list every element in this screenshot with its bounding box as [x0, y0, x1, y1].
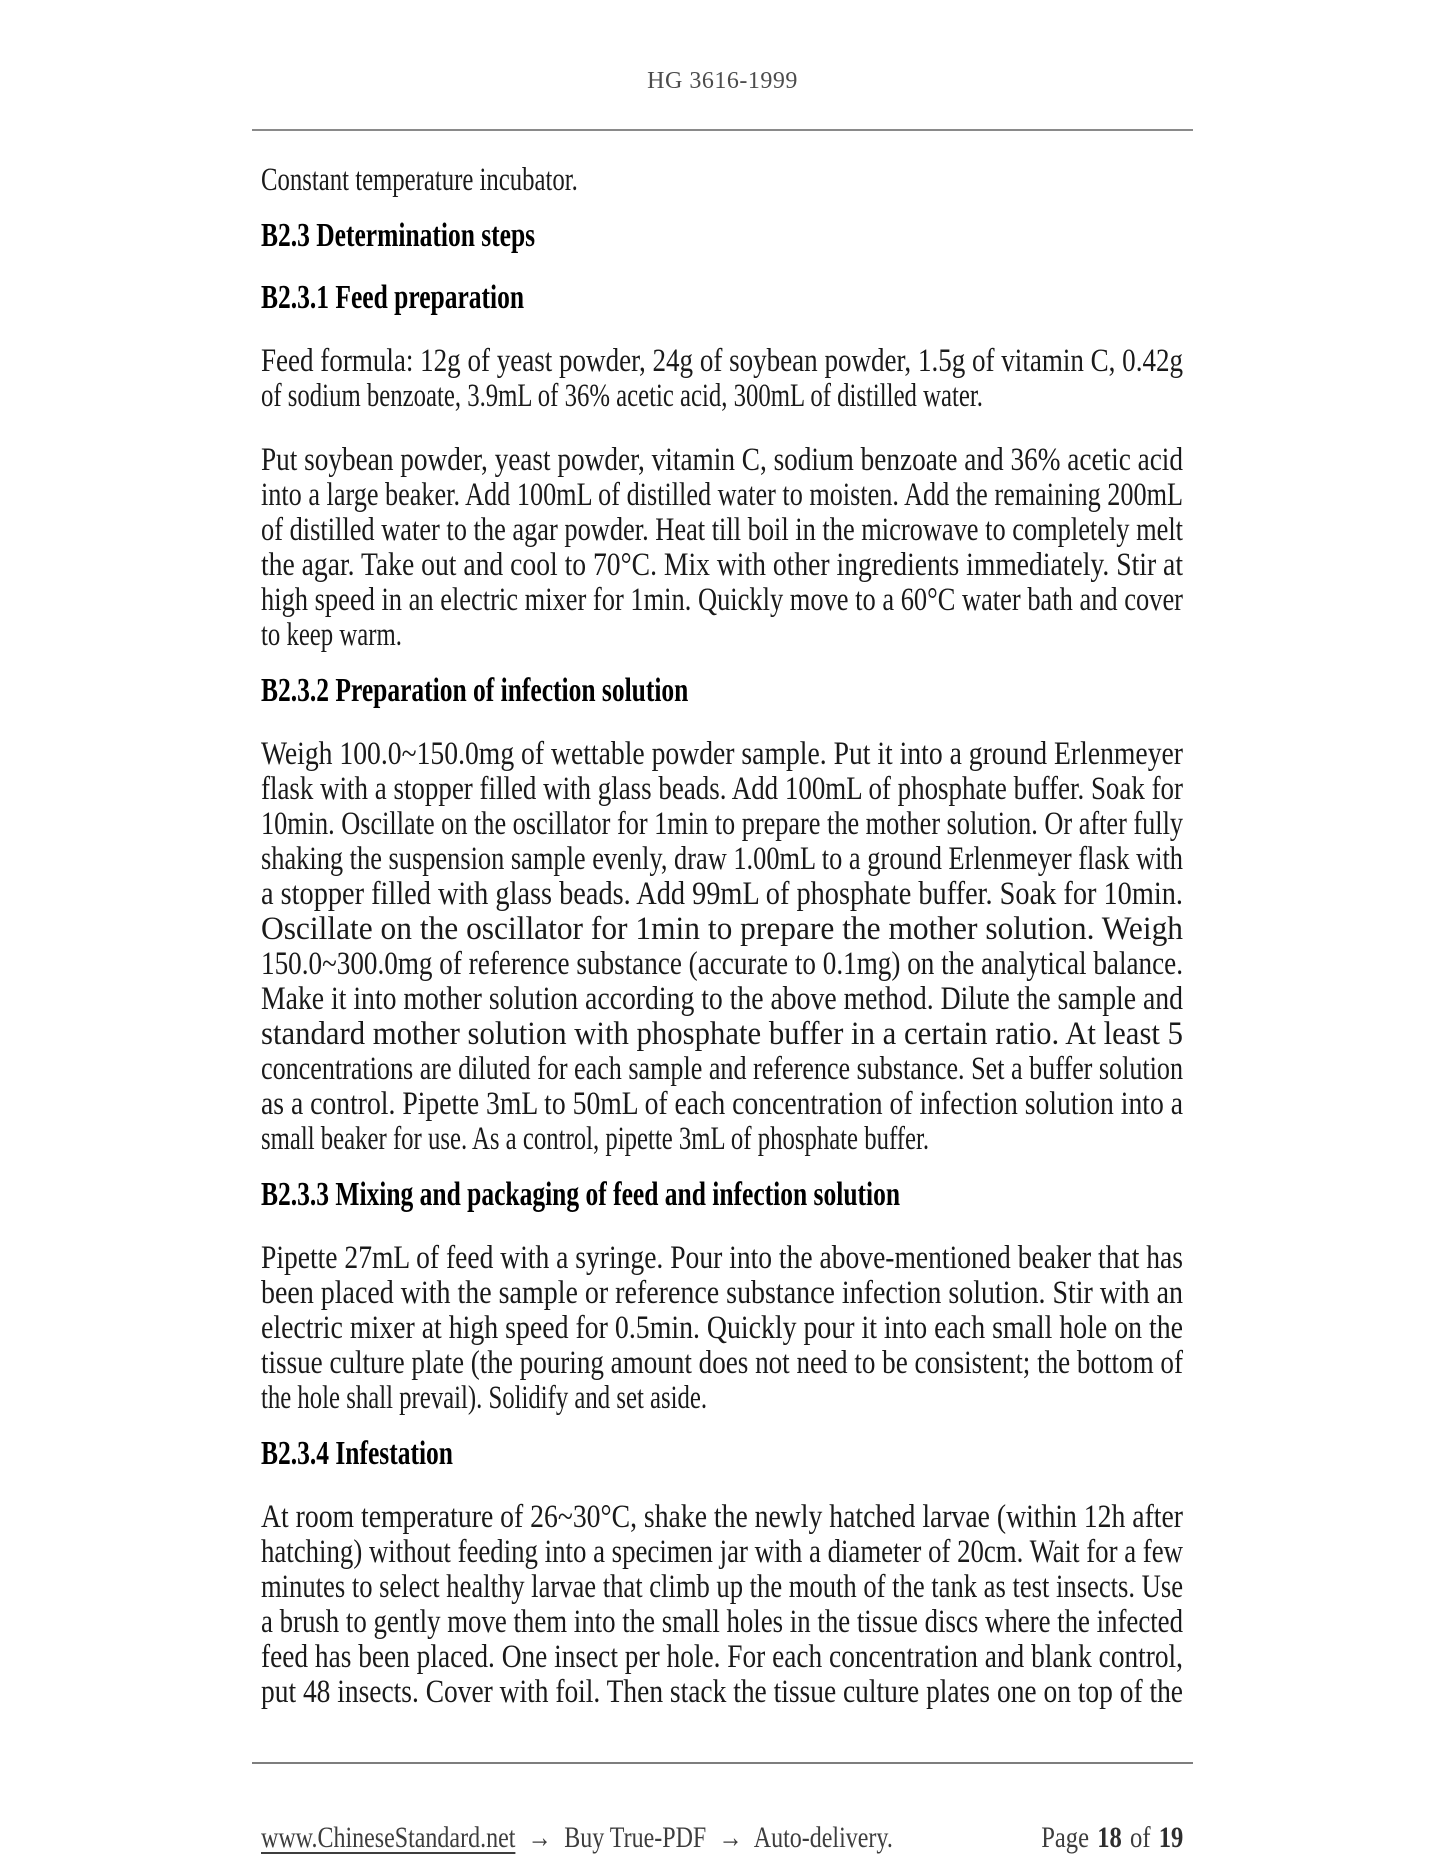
auto-delivery-label: Auto-delivery.	[753, 1821, 893, 1854]
line-text: At room temperature of 26~30°C, shake the newly hatched larvae (within 12h after	[261, 1499, 1183, 1535]
line-text: shaking the suspension sample evenly, draw 1.00mL to a ground Erlenmeyer flask with	[261, 841, 1183, 877]
text-line	[261, 807, 1183, 842]
page-word: Page	[1040, 1821, 1089, 1854]
line-text: Weigh 100.0~150.0mg of wettable powder sample. Put it into a ground Erlenmeyer	[261, 736, 1183, 772]
paragraph	[261, 443, 1183, 653]
line-text: of distilled water to the agar powder. Heat till boil in the microwave to completely melt	[261, 512, 1183, 548]
text-line	[261, 912, 1183, 947]
text-line	[261, 1381, 1183, 1416]
text-line	[261, 1052, 1183, 1087]
line-text: flask with a stopper filled with glass beads. Add 100mL of phosphate buffer. Soak for	[261, 771, 1183, 807]
text-line	[261, 877, 1183, 912]
line-text: Oscillate on the oscillator for 1min to prepare the mother solution. Weigh	[261, 911, 1183, 947]
footer-rule	[252, 1762, 1193, 1764]
page-current: 18	[1096, 1821, 1122, 1854]
line-text: standard mother solution with phosphate buffer in a certain ratio. At least 5	[261, 1016, 1183, 1052]
text-line	[261, 1017, 1183, 1052]
paragraph	[261, 1241, 1183, 1416]
line-text: Make it into mother solution according to the above method. Dilute the sample and	[261, 981, 1183, 1017]
line-text: been placed with the sample or reference substance infection solution. Stir with an	[261, 1275, 1183, 1311]
text-line	[261, 1311, 1183, 1346]
paragraph	[261, 1500, 1183, 1710]
heading-text: B2.3.4 Infestation	[261, 1435, 453, 1472]
heading-text: B2.3.3 Mixing and packaging of feed and infection solution	[261, 1176, 901, 1213]
text-line	[261, 1241, 1183, 1276]
text-line	[261, 583, 1183, 618]
line-text: 10min. Oscillate on the oscillator for 1min to prepare the mother solution. Or after fully	[261, 806, 1183, 842]
text-line	[261, 1087, 1183, 1122]
text-line	[261, 1640, 1183, 1675]
right-arrow-icon: →	[527, 1821, 552, 1854]
text-line	[261, 1570, 1183, 1605]
line-text: a stopper filled with glass beads. Add 99mL of phosphate buffer. Soak for 10min.	[261, 876, 1183, 912]
section-heading	[261, 218, 1183, 253]
page-indicator	[1010, 1818, 1183, 1858]
text-line	[261, 1535, 1183, 1570]
text-line	[261, 344, 1183, 379]
heading-line	[261, 280, 1183, 315]
line-text: hatching) without feeding into a specimen jar with a diameter of 20cm. Wait for a few	[261, 1534, 1183, 1570]
page-indicator-text	[1041, 1818, 1183, 1858]
line-text: feed has been placed. One insect per hole. For each concentration and blank control,	[261, 1639, 1183, 1675]
heading-line	[261, 673, 1183, 708]
text-line	[261, 513, 1183, 548]
of-word: of	[1129, 1821, 1151, 1854]
line-text: small beaker for use. As a control, pipette 3mL of phosphate buffer.	[261, 1121, 930, 1157]
section-heading	[261, 280, 1183, 315]
text-line	[261, 1346, 1183, 1381]
footer-left-text	[261, 1818, 893, 1858]
line-text: into a large beaker. Add 100mL of distilled water to moisten. Add the remaining 200mL	[261, 477, 1183, 513]
line-text: put 48 insects. Cover with foil. Then stack the tissue culture plates one on top of the	[261, 1674, 1183, 1710]
text-line	[261, 842, 1183, 877]
text-line	[261, 1605, 1183, 1640]
text-line	[261, 163, 1183, 198]
line-text: to keep warm.	[261, 617, 402, 653]
document-body	[261, 0, 1183, 1710]
line-text: Put soybean powder, yeast powder, vitamin C, sodium benzoate and 36% acetic acid	[261, 442, 1183, 478]
section-heading	[261, 1177, 1183, 1212]
line-text: Constant temperature incubator.	[261, 162, 578, 198]
line-text: of sodium benzoate, 3.9mL of 36% acetic acid, 300mL of distilled water.	[261, 378, 983, 414]
line-text: minutes to select healthy larvae that climb up the mouth of the tank as test insects. Use	[261, 1569, 1183, 1605]
line-text: the hole shall prevail). Solidify and set aside.	[261, 1380, 708, 1416]
line-text: electric mixer at high speed for 0.5min. Quickly pour it into each small hole on the	[261, 1310, 1183, 1346]
text-line	[261, 548, 1183, 583]
right-arrow-icon: →	[718, 1821, 743, 1854]
line-text: tissue culture plate (the pouring amount does not need to be consistent; the bottom of	[261, 1345, 1183, 1381]
section-heading	[261, 1436, 1183, 1471]
section-heading	[261, 673, 1183, 708]
text-line	[261, 618, 1183, 653]
text-line	[261, 737, 1183, 772]
line-text: Pipette 27mL of feed with a syringe. Pour into the above-mentioned beaker that has	[261, 1240, 1183, 1276]
paragraph	[261, 737, 1183, 1157]
site-link[interactable]: www.ChineseStandard.net	[261, 1821, 516, 1854]
page-total: 19	[1158, 1821, 1183, 1854]
text-line	[261, 1675, 1183, 1710]
buy-true-pdf-label: Buy True-PDF	[564, 1821, 707, 1854]
text-line	[261, 1122, 1183, 1157]
text-line	[261, 947, 1183, 982]
footer-left	[261, 1818, 1051, 1858]
line-text: a brush to gently move them into the small holes in the tissue discs where the infected	[261, 1604, 1183, 1640]
paragraph	[261, 163, 1183, 198]
heading-line	[261, 1436, 1183, 1471]
heading-text: B2.3.2 Preparation of infection solution	[261, 672, 689, 709]
paragraph	[261, 344, 1183, 414]
text-line	[261, 443, 1183, 478]
text-line	[261, 1500, 1183, 1535]
heading-line	[261, 1177, 1183, 1212]
page-footer	[0, 1818, 1445, 1858]
heading-text: B2.3.1 Feed preparation	[261, 279, 525, 316]
text-line	[261, 982, 1183, 1017]
text-line	[261, 379, 1183, 414]
line-text: Feed formula: 12g of yeast powder, 24g of soybean powder, 1.5g of vitamin C, 0.42g	[261, 343, 1183, 379]
line-text: 150.0~300.0mg of reference substance (accurate to 0.1mg) on the analytical balance.	[261, 946, 1183, 982]
line-text: the agar. Take out and cool to 70°C. Mix with other ingredients immediately. Stir at	[261, 547, 1183, 583]
heading-text: B2.3 Determination steps	[261, 217, 536, 254]
text-line	[261, 1276, 1183, 1311]
text-line	[261, 478, 1183, 513]
line-text: as a control. Pipette 3mL to 50mL of each concentration of infection solution into a	[261, 1086, 1183, 1122]
page-header-title: HG 3616-1999	[647, 68, 798, 94]
text-line	[261, 772, 1183, 807]
heading-line	[261, 218, 1183, 253]
line-text: concentrations are diluted for each sample and reference substance. Set a buffer solution	[261, 1051, 1183, 1087]
line-text: high speed in an electric mixer for 1min. Quickly move to a 60°C water bath and cover	[261, 582, 1183, 618]
